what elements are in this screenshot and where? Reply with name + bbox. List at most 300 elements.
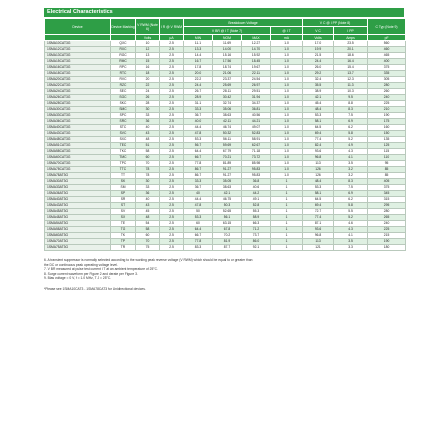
vbr-max-cell: 95.83 [242,173,271,179]
marking-cell: SM [111,185,136,191]
vrwm-cell: 70 [136,161,160,167]
vbr-max-cell: 29.51 [242,89,271,95]
marking-cell: TE [111,221,136,227]
vbr-max-cell: 85.98 [242,161,271,167]
vbr-min-cell: 50 [184,209,213,215]
vbr-max-cell: 44.2 [242,191,271,197]
vbr-nom-cell: 25.69 [213,83,242,89]
device-cell: 1SMA51CAT3G [45,143,111,149]
ctyp-cell: 135 [368,137,406,143]
ctyp-cell: 345 [368,191,406,197]
it-cell: 1 [271,233,303,239]
table-row [45,245,406,251]
vbr-max-cell: 55.3 [242,209,271,215]
header-row-1 [45,19,406,27]
vbr-max-cell: 86.0 [242,239,271,245]
vbr-nom-cell: 67.8 [213,227,242,233]
vbr-max-cell: 52.83 [242,131,271,137]
ctyp-cell: 180 [368,245,406,251]
marking-cell: TG [111,227,136,233]
device-cell: 1SMA54AT3G [45,221,111,227]
vbr-nom-cell: 81.9 [213,239,242,245]
vbr-min-cell: 13.3 [184,47,213,53]
ipp-cell: 7.5 [334,113,368,119]
col-ipp: I PP [334,27,368,35]
unit-volts: Volts [303,35,334,41]
marking-cell: RZC [111,83,136,89]
it-cell: 1 [271,197,303,203]
ipp-cell: 10.3 [334,89,368,95]
col-device-marking: Device Marking [111,19,136,35]
vbr-nom-cell: 87.7 [213,245,242,251]
it-cell: 1 [271,227,303,233]
device-cell: 1SMA30AT3G [45,179,111,185]
vrwm-cell: 22 [136,83,160,89]
ipp-cell: 11.3 [334,83,368,89]
marking-cell: TK [111,233,136,239]
device-cell: 1SMA75AT3G [45,245,111,251]
marking-cell: SK [111,179,136,185]
device-cell: 1SMA10CAT3G [45,41,111,47]
ipp-cell: 4.1 [334,233,368,239]
vbr-nom-cell: 17.56 [213,59,242,65]
ir-cell: 2.5 [160,209,184,215]
vbr-max-cell: 49.1 [242,197,271,203]
vrwm-cell: 20 [136,77,160,83]
col-device: Device [45,19,111,35]
vrwm-cell: 48 [136,137,160,143]
vbr-nom-cell: 50.3 [213,203,242,209]
vbr-nom-cell: 52.65 [213,209,242,215]
vbr-min-cell: 66.7 [184,155,213,161]
marking-cell: RVC [111,77,136,83]
vc-cell: 126 [303,173,334,179]
ctyp-cell: 260 [368,89,406,95]
it-cell: 1.0 [271,167,303,173]
it-cell: 1.0 [271,131,303,137]
vrwm-cell: 33 [136,113,160,119]
it-cell: 1.0 [271,83,303,89]
ir-cell: 2.5 [160,149,184,155]
ctyp-cell: 240 [368,95,406,101]
device-cell: 1SMA43CAT3G [45,131,111,137]
ipp-cell: 4.3 [334,227,368,233]
unit-volts: Volts [136,35,160,41]
ir-cell: 2.5 [160,227,184,233]
it-cell: 1.0 [271,113,303,119]
vbr-nom-cell: 46.74 [213,125,242,131]
marking-cell: SR [111,197,136,203]
ir-cell: 2.5 [160,143,184,149]
ir-cell: 2.5 [160,83,184,89]
unit-picofarads: pF [368,35,406,41]
marking-cell: RMC [111,59,136,65]
marking-cell: STC [111,125,136,131]
section-title: Electrical Characteristics [44,8,404,17]
ctyp-cell: 225 [368,227,406,233]
device-cell: 1SMA58CAT3G [45,149,111,155]
vbr-nom-cell: 70.21 [213,155,242,161]
ir-cell: 2.5 [160,155,184,161]
marking-cell: SGC [111,95,136,101]
vrwm-cell: 24 [136,89,160,95]
vbr-nom-cell: 35.06 [213,107,242,113]
col-it: @ I T [271,27,303,35]
ipp-cell: 20.1 [334,47,368,53]
ctyp-cell: 210 [368,107,406,113]
vc-cell: 72.7 [303,209,334,215]
marking-cell: TEC [111,143,136,149]
ir-cell: 2.5 [160,65,184,71]
vbr-min-cell: 28.9 [184,95,213,101]
ir-cell: 2.5 [160,41,184,47]
marking-cell: SRC [111,119,136,125]
vbr-max-cell: 40.56 [242,113,271,119]
ipp-cell: 8.8 [334,101,368,107]
vc-cell: 45.4 [303,101,334,107]
vc-cell: 69.4 [303,203,334,209]
vbr-min-cell: 16.7 [184,59,213,65]
vc-cell: 96.8 [303,155,334,161]
vbr-nom-cell: 56.1 [213,215,242,221]
vbr-nom-cell: 30.42 [213,95,242,101]
ctyp-cell: 215 [368,233,406,239]
vbr-nom-cell: 63.15 [213,221,242,227]
vbr-max-cell: 66.3 [242,221,271,227]
ctyp-cell: 240 [368,221,406,227]
vbr-min-cell: 22.2 [184,77,213,83]
vbr-nom-cell: 50.32 [213,131,242,137]
device-cell: 1SMA33AT3G [45,185,111,191]
vc-cell: 93.6 [303,227,334,233]
vbr-min-cell: 86.7 [184,173,213,179]
device-cell: 1SMA40AT3G [45,197,111,203]
vrwm-cell: 15 [136,59,160,65]
vbr-max-cell: 52.8 [242,203,271,209]
vbr-max-cell: 58.9 [242,215,271,221]
marking-cell: TMC [111,155,136,161]
vbr-max-cell: 34.37 [242,101,271,107]
it-cell: 1.0 [271,143,303,149]
ir-cell: 2.5 [160,59,184,65]
ipp-cell: 5.5 [334,209,368,215]
it-cell: 1.0 [271,65,303,71]
vc-cell: 58.1 [303,191,334,197]
ir-cell: 2.5 [160,167,184,173]
ipp-cell: 5.2 [334,215,368,221]
col-breakdown-voltage: Breakdown Voltage [184,19,303,27]
marking-cell: RGC [111,53,136,59]
vbr-nom-cell: 38.63 [213,113,242,119]
vbr-max-cell: 71.2 [242,227,271,233]
vbr-nom-cell: 35.05 [213,179,242,185]
ipp-cell: 5.2 [334,137,368,143]
unit-milliamps: mA [271,35,303,41]
ipp-cell: 3.3 [334,245,368,251]
ir-cell: 2.5 [160,239,184,245]
vbr-min-cell: 53.3 [184,215,213,221]
ctyp-cell: 190 [368,239,406,245]
vrwm-cell: 16 [136,65,160,71]
device-cell: 1SMA13CAT3G [45,53,111,59]
vrwm-cell: 45 [136,209,160,215]
vrwm-cell: 13 [136,53,160,59]
ipp-cell: 16.4 [334,59,368,65]
ipp-cell: 8.3 [334,107,368,113]
unit-max: MAX [242,35,271,41]
ctyp-cell: 85 [368,173,406,179]
ipp-cell: 6.2 [334,197,368,203]
vbr-nom-cell: 23.37 [213,77,242,83]
ctyp-cell: 375 [368,65,406,71]
vbr-min-cell: 83.3 [184,245,213,251]
vc-cell: 58.1 [303,119,334,125]
device-cell: 1SMA30CAT3G [45,107,111,113]
device-cell: 1SMA60CAT3G [45,155,111,161]
ir-cell: 2.5 [160,221,184,227]
ir-cell: 2.5 [160,125,184,131]
vbr-min-cell: 53.3 [184,137,213,143]
vbr-max-cell: 12.27 [242,41,271,47]
vbr-min-cell: 36.7 [184,113,213,119]
col-vc: V C [303,27,334,35]
col-vrwm: V RWM (Note 6) [136,19,160,35]
vbr-nom-cell: 91.27 [213,167,242,173]
vc-cell: 69.4 [303,131,334,137]
vbr-nom-cell: 18.74 [213,65,242,71]
device-cell: 1SMA16CAT3G [45,65,111,71]
device-cell: 1SMA40CAT3G [45,125,111,131]
vc-cell: 38.9 [303,89,334,95]
ir-cell: 2.5 [160,197,184,203]
ipp-cell: 3.2 [334,167,368,173]
vrwm-cell: 58 [136,227,160,233]
marking-cell: ST [111,203,136,209]
vbr-max-cell: 73.7 [242,233,271,239]
vrwm-cell: 36 [136,119,160,125]
vc-cell: 24.4 [303,59,334,65]
it-cell: 1 [271,245,303,251]
it-cell: 1.0 [271,161,303,167]
ipp-cell: 4.6 [334,221,368,227]
col-ctyp: C Typ (Note 9) [368,19,406,35]
marking-cell: SVC [111,131,136,137]
vbr-max-cell: 15.92 [242,53,271,59]
ir-cell: 2.5 [160,245,184,251]
ipp-cell: 3.5 [334,161,368,167]
it-cell: 1 [271,239,303,245]
ir-cell: 2.5 [160,113,184,119]
vbr-min-cell: 64.4 [184,149,213,155]
marking-cell: TPC [111,161,136,167]
vc-cell: 77.4 [303,137,334,143]
ipp-cell: 12.3 [334,77,368,83]
vbr-min-cell: 64.4 [184,227,213,233]
it-cell: 1.0 [271,77,303,83]
marking-cell: SP [111,191,136,197]
marking-cell: TR [111,245,136,251]
vbr-min-cell: 86.7 [184,167,213,173]
ctyp-cell: 225 [368,101,406,107]
ir-cell: 2.5 [160,137,184,143]
ipp-cell: 6.9 [334,119,368,125]
ipp-cell: 4.9 [334,143,368,149]
marking-cell: SEC [111,89,136,95]
ir-cell: 2.5 [160,119,184,125]
ipp-cell: 5.8 [334,131,368,137]
marking-cell: RPC [111,65,136,71]
vc-cell: 53.3 [303,113,334,119]
vbr-max-cell: 58.91 [242,137,271,143]
vc-cell: 93.6 [303,149,334,155]
electrical-characteristics-table [44,18,406,251]
vc-cell: 77.4 [303,215,334,221]
ir-cell: 2.5 [160,101,184,107]
vc-cell: 82.4 [303,143,334,149]
unit-min: MIN [184,35,213,41]
vbr-max-cell: 40.6 [242,185,271,191]
vbr-nom-cell: 42.11 [213,119,242,125]
vc-cell: 126 [303,167,334,173]
ir-cell: 2.5 [160,215,184,221]
device-cell: 1SMA48AT3G [45,215,111,221]
device-cell: 1SMA78AT3G [45,173,111,179]
vbr-nom-cell: 21.06 [213,71,242,77]
ir-cell: 2.5 [160,191,184,197]
ir-cell: 2.5 [160,95,184,101]
ipp-cell: 6.9 [334,191,368,197]
vrwm-cell: 54 [136,221,160,227]
marking-cell: SKC [111,101,136,107]
vc-cell: 87.1 [303,221,334,227]
vbr-max-cell: 36.81 [242,107,271,113]
ctyp-cell: 465 [368,53,406,59]
ipp-cell: 8.3 [334,179,368,185]
ipp-cell: 13.7 [334,71,368,77]
vbr-min-cell: 66.7 [184,233,213,239]
it-cell: 1.0 [271,95,303,101]
ipp-cell: 3.5 [334,239,368,245]
ir-cell: 2.5 [160,233,184,239]
vc-cell: 42.1 [303,95,334,101]
ir-cell: 2.5 [160,89,184,95]
unit-nom: NOM [213,35,242,41]
device-cell: 1SMA70AT3G [45,239,111,245]
device-cell: 1SMA28CAT3G [45,101,111,107]
vrwm-cell: 40 [136,197,160,203]
device-cell: 1SMA48CAT3G [45,137,111,143]
it-cell: 1 [271,185,303,191]
marking-cell: TT [111,173,136,179]
it-cell: 1.0 [271,107,303,113]
vc-cell: 35.5 [303,83,334,89]
it-cell: 1.0 [271,173,303,179]
marking-cell: SX [111,215,136,221]
ipp-cell: 9.5 [334,95,368,101]
vbr-nom-cell: 81.89 [213,161,242,167]
marking-cell: SPC [111,113,136,119]
device-cell: 1SMA36CAT3G [45,119,111,125]
it-cell: 1 [271,191,303,197]
vrwm-cell: 78 [136,167,160,173]
vc-cell: 53.3 [303,185,334,191]
device-cell: 1SMA22CAT3G [45,83,111,89]
ipp-cell: 6.2 [334,125,368,131]
ir-cell: 2.5 [160,71,184,77]
it-cell: 1.0 [271,137,303,143]
vrwm-cell: 48 [136,215,160,221]
vbr-max-cell: 14.70 [242,47,271,53]
vbr-nom-cell: 28.11 [213,89,242,95]
ctyp-cell: 190 [368,113,406,119]
ipp-cell: 23.5 [334,41,368,47]
ir-cell: 2.5 [160,179,184,185]
vbr-min-cell: 47.8 [184,131,213,137]
it-cell: 1.0 [271,53,303,59]
device-cell: 1SMA78CAT3G [45,167,111,173]
vrwm-cell: 58 [136,149,160,155]
vrwm-cell: 12 [136,47,160,53]
col-vc-group: V C @ I PP (Note 8) [303,19,368,27]
notes [44,258,404,281]
vbr-min-cell: 77.8 [184,161,213,167]
note-6-line-1: 6. A transient suppressor is normally selected according to the working peak reverse voltage (V RWM) which should be equal to or greater than [44,258,253,262]
vc-cell: 113 [303,239,334,245]
device-cell: 1SMA18CAT3G [45,71,111,77]
ir-cell: 2.5 [160,47,184,53]
device-cell: 1SMA60AT3G [45,233,111,239]
ipp-cell: 3.2 [334,173,368,179]
ctyp-cell: 125 [368,143,406,149]
unit-amps: Amps [334,35,368,41]
vbr-min-cell: 26.7 [184,89,213,95]
it-cell: 1.0 [271,125,303,131]
vrwm-cell: 60 [136,155,160,161]
vbr-max-cell: 19.67 [242,65,271,71]
vbr-min-cell: 40.0 [184,119,213,125]
datasheet-page [44,8,404,291]
vc-cell: 48.4 [303,179,334,185]
device-cell: 1SMA45AT3G [45,209,111,215]
vrwm-cell: 28 [136,101,160,107]
ipp-cell: 15.4 [334,65,368,71]
vbr-min-cell: 11.1 [184,41,213,47]
ctyp-cell: 560 [368,41,406,47]
ir-cell: 2.5 [160,53,184,59]
device-cell: 1SMA43AT3G [45,203,111,209]
footnote: *Please see 1SMA10CAT3 - 1SMA78CAT3 for Unidirectional devices. [44,286,146,291]
it-cell: 1 [271,215,303,221]
ir-cell: 2.5 [160,173,184,179]
vbr-min-cell: 44.4 [184,125,213,131]
vbr-min-cell: 20.0 [184,71,213,77]
vc-cell: 121 [303,245,334,251]
vc-cell: 48.4 [303,107,334,113]
vc-cell: 26.0 [303,65,334,71]
marking-cell: SV [111,209,136,215]
vbr-max-cell: 95.83 [242,167,271,173]
vbr-max-cell: 36.8 [242,179,271,185]
vc-cell: 113 [303,161,334,167]
vbr-min-cell: 17.8 [184,65,213,71]
ir-cell: 2.5 [160,161,184,167]
vrwm-cell: 10 [136,41,160,47]
vbr-max-cell: 62.67 [242,143,271,149]
vc-cell: 17.0 [303,41,334,47]
device-cell: 1SMA20CAT3G [45,77,111,83]
vbr-nom-cell: 70.2 [213,233,242,239]
vbr-max-cell: 18.45 [242,59,271,65]
